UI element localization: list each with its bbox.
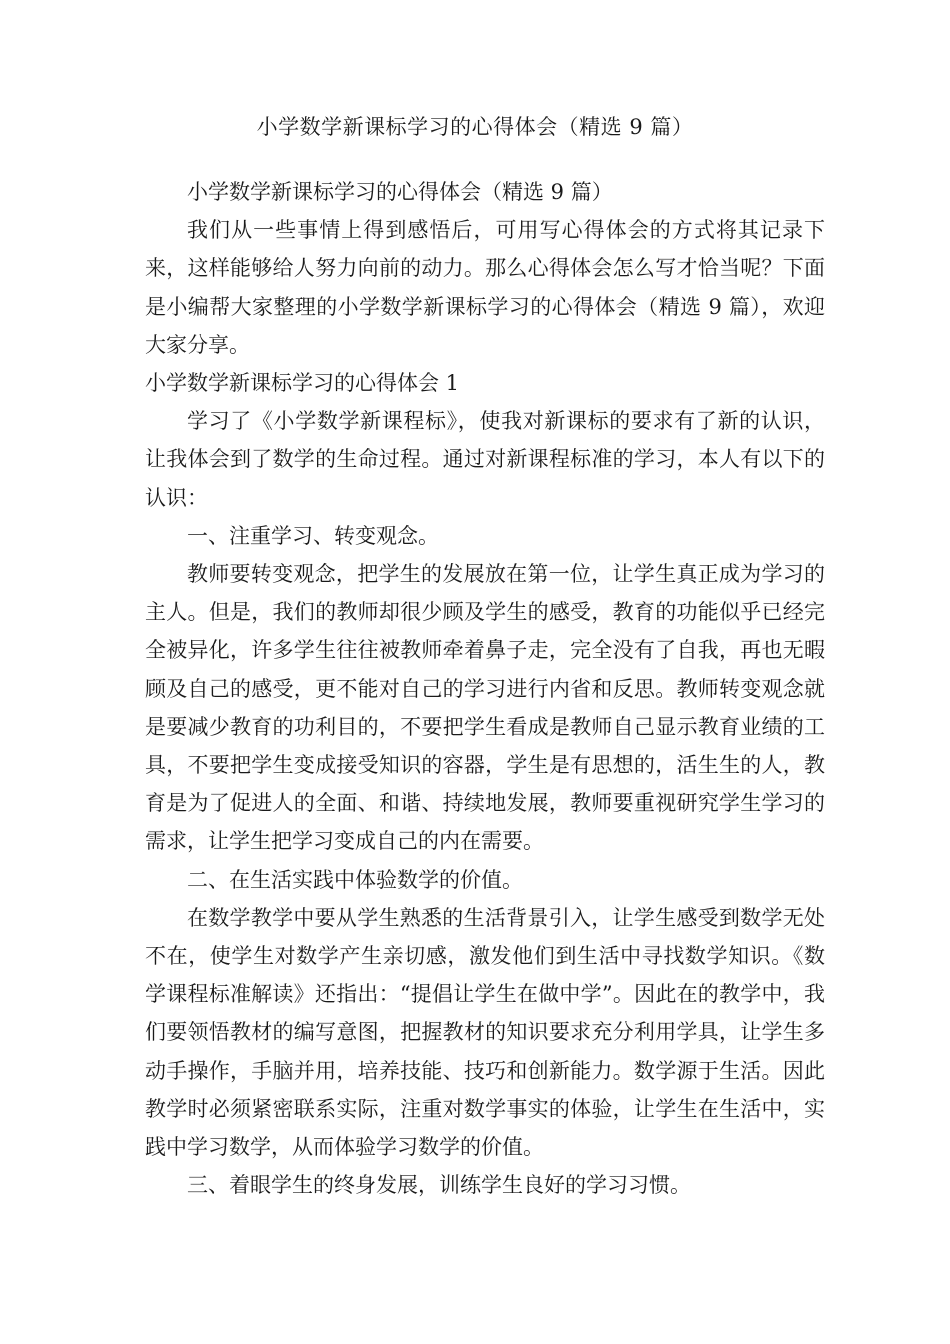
paragraph: 教师要转变观念，把学生的发展放在第一位，让学生真正成为学习的主人。但是，我们的教师却很少顾及学生的感受，教育的功能似乎已经完全被异化，许多学生往往被教师牵着鼻子走，完全没有了自我，再也无暇顾及自己的感受，更不能对自己的学习进行内省和反思。教师转变观念就是要减少教育的功利目的，不要把学生看成是教师自己显示教育业绩的工具，不要把学生变成接受知识的容器，学生是有思想的，活生生的人，教育是为了促进人的全面、和谐、持续地发展，教师要重视研究学生学习的需求，让学生把学习变成自己的内在需要。 [145,562,825,854]
paragraph: 学习了《小学数学新课程标》，使我对新课标的要求有了新的认识，让我体会到了数学的生命过程。通过对新课程标准的学习，本人有以下的认识： [145,409,825,510]
document-body [145,173,825,1204]
paragraph-subtitle: 小学数学新课标学习的心得体会（精选 9 篇） [187,180,613,204]
point-heading-3: 三、着眼学生的终身发展，训练学生良好的学习习惯。 [187,1173,691,1198]
paragraph: 在数学教学中要从学生熟悉的生活背景引入，让学生感受到数学无处不在，使学生对数学产生亲切感，激发他们到生活中寻找数学知识。《数学课程标准解读》还指出：“提倡让学生在做中学”。因此在的教学中，我们要领悟教材的编写意图，把握教材的知识要求充分利用学具，让学生多动手操作，手脑并用，培养技能、技巧和创新能力。数学源于生活。因此教学时必须紧密联系实际，注重对数学事实的体验，让学生在生活中，实践中学习数学，从而体验学习数学的价值。 [145,905,825,1160]
paragraph-intro: 我们从一些事情上得到感悟后，可用写心得体会的方式将其记录下来，这样能够给人努力向前的动力。那么心得体会怎么写才恰当呢？下面是小编帮大家整理的小学数学新课标学习的心得体会（精选 9 篇），欢迎大家分享。 [145,218,825,357]
section-heading: 小学数学新课标学习的心得体会 1 [145,371,460,396]
point-heading-1: 一、注重学习、转变观念。 [187,523,439,548]
point-heading-2: 二、在生活实践中体验数学的价值。 [187,867,523,892]
document-title: 小学数学新课标学习的心得体会（精选 9 篇） [256,115,694,139]
